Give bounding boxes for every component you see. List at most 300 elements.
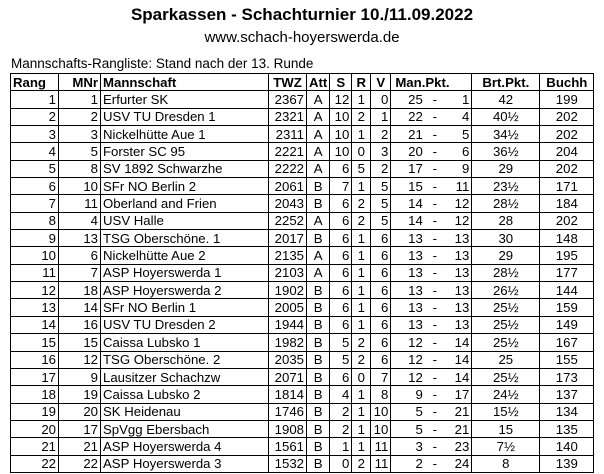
table-row	[11, 160, 594, 177]
cell-man-pkt-sep: -	[425, 212, 445, 229]
cell-att: B	[307, 299, 330, 316]
cell-mnr: 5	[59, 143, 101, 160]
cell-man-pkt-sep: -	[425, 438, 445, 455]
cell-s: 10	[330, 126, 352, 143]
cell-twz: 2252	[269, 212, 307, 229]
cell-att: B	[307, 316, 330, 333]
cell-r: 1	[352, 403, 371, 420]
cell-brt-pkt: 42	[472, 91, 540, 108]
cell-team: SpVgg Ebersbach	[101, 420, 269, 437]
cell-v: 10	[371, 403, 391, 420]
cell-v: 2	[371, 160, 391, 177]
col-header-rang: Rang	[11, 74, 59, 91]
cell-twz: 1944	[269, 316, 307, 333]
cell-rang: 19	[11, 403, 59, 420]
cell-man-pkt-plus: 13	[391, 230, 425, 247]
table-row	[11, 91, 594, 108]
cell-buchh: 171	[540, 178, 594, 195]
cell-brt-pkt: 15	[472, 420, 540, 437]
cell-twz: 2367	[269, 91, 307, 108]
cell-man-pkt-sep: -	[425, 195, 445, 212]
cell-att: B	[307, 195, 330, 212]
cell-r: 0	[352, 143, 371, 160]
cell-rang: 8	[11, 212, 59, 229]
cell-s: 0	[330, 455, 352, 472]
cell-twz: 2222	[269, 160, 307, 177]
cell-buchh: 134	[540, 403, 594, 420]
cell-v: 5	[371, 212, 391, 229]
cell-mnr: 10	[59, 178, 101, 195]
cell-s: 5	[330, 334, 352, 351]
cell-buchh: 177	[540, 264, 594, 281]
cell-man-pkt-minus: 5	[445, 126, 472, 143]
cell-man-pkt-plus: 13	[391, 247, 425, 264]
cell-r: 5	[352, 160, 371, 177]
cell-man-pkt-plus: 20	[391, 143, 425, 160]
cell-man-pkt-plus: 2	[391, 455, 425, 472]
cell-v: 10	[371, 420, 391, 437]
cell-mnr: 16	[59, 316, 101, 333]
table-row	[11, 178, 594, 195]
cell-man-pkt-sep: -	[425, 126, 445, 143]
cell-mnr: 14	[59, 299, 101, 316]
cell-man-pkt-sep: -	[425, 264, 445, 281]
cell-mnr: 3	[59, 126, 101, 143]
cell-s: 6	[330, 299, 352, 316]
cell-v: 6	[371, 230, 391, 247]
cell-team: ASP Hoyerswerda 2	[101, 282, 269, 299]
cell-brt-pkt: 8	[472, 455, 540, 472]
cell-s: 4	[330, 386, 352, 403]
cell-rang: 18	[11, 386, 59, 403]
cell-buchh: 140	[540, 438, 594, 455]
cell-man-pkt-sep: -	[425, 160, 445, 177]
cell-r: 1	[352, 316, 371, 333]
cell-r: 1	[352, 282, 371, 299]
cell-twz: 1561	[269, 438, 307, 455]
cell-twz: 1814	[269, 386, 307, 403]
cell-man-pkt-minus: 1	[445, 91, 472, 108]
cell-rang: 9	[11, 230, 59, 247]
cell-rang: 4	[11, 143, 59, 160]
cell-buchh: 139	[540, 455, 594, 472]
cell-rang: 6	[11, 178, 59, 195]
cell-twz: 1902	[269, 282, 307, 299]
cell-team: ASP Hoyerswerda 3	[101, 455, 269, 472]
cell-team: SV 1892 Schwarzhe	[101, 160, 269, 177]
cell-mnr: 9	[59, 368, 101, 385]
cell-twz: 2061	[269, 178, 307, 195]
cell-brt-pkt: 40½	[472, 108, 540, 125]
cell-buchh: 173	[540, 368, 594, 385]
cell-rang: 2	[11, 108, 59, 125]
cell-buchh: 202	[540, 160, 594, 177]
cell-man-pkt-plus: 21	[391, 126, 425, 143]
cell-man-pkt-plus: 22	[391, 108, 425, 125]
cell-man-pkt-minus: 6	[445, 143, 472, 160]
cell-mnr: 4	[59, 212, 101, 229]
cell-brt-pkt: 28½	[472, 195, 540, 212]
cell-s: 6	[330, 195, 352, 212]
col-header-s: S	[330, 74, 352, 91]
cell-v: 6	[371, 316, 391, 333]
cell-mnr: 13	[59, 230, 101, 247]
cell-brt-pkt: 26½	[472, 282, 540, 299]
cell-brt-pkt: 25½	[472, 334, 540, 351]
cell-mnr: 15	[59, 334, 101, 351]
cell-mnr: 17	[59, 420, 101, 437]
cell-team: TSG Oberschöne. 1	[101, 230, 269, 247]
cell-man-pkt-plus: 3	[391, 438, 425, 455]
cell-twz: 2005	[269, 299, 307, 316]
cell-man-pkt-plus: 5	[391, 420, 425, 437]
col-header-twz: TWZ	[269, 74, 307, 91]
cell-rang: 13	[11, 299, 59, 316]
cell-buchh: 204	[540, 143, 594, 160]
cell-s: 2	[330, 403, 352, 420]
cell-v: 7	[371, 368, 391, 385]
cell-brt-pkt: 25	[472, 351, 540, 368]
cell-mnr: 22	[59, 455, 101, 472]
cell-att: B	[307, 178, 330, 195]
cell-man-pkt-plus: 14	[391, 195, 425, 212]
cell-r: 0	[352, 368, 371, 385]
cell-man-pkt-minus: 21	[445, 420, 472, 437]
ranking-table	[10, 73, 594, 473]
cell-man-pkt-minus: 13	[445, 282, 472, 299]
cell-mnr: 11	[59, 195, 101, 212]
cell-att: B	[307, 230, 330, 247]
cell-mnr: 2	[59, 108, 101, 125]
cell-r: 1	[352, 386, 371, 403]
cell-rang: 14	[11, 316, 59, 333]
cell-rang: 17	[11, 368, 59, 385]
cell-man-pkt-plus: 17	[391, 160, 425, 177]
cell-twz: 1908	[269, 420, 307, 437]
cell-v: 5	[371, 195, 391, 212]
cell-att: B	[307, 282, 330, 299]
cell-v: 11	[371, 455, 391, 472]
cell-att: A	[307, 143, 330, 160]
table-subtitle: Mannschafts-Rangliste: Stand nach der 13. Runde	[11, 56, 314, 71]
cell-buchh: 199	[540, 91, 594, 108]
cell-brt-pkt: 29	[472, 247, 540, 264]
table-row	[11, 351, 594, 368]
table-row	[11, 264, 594, 281]
cell-r: 1	[352, 438, 371, 455]
cell-buchh: 144	[540, 282, 594, 299]
cell-man-pkt-plus: 13	[391, 282, 425, 299]
cell-v: 11	[371, 438, 391, 455]
cell-man-pkt-minus: 21	[445, 403, 472, 420]
cell-att: A	[307, 108, 330, 125]
cell-s: 10	[330, 143, 352, 160]
cell-brt-pkt: 25½	[472, 316, 540, 333]
cell-r: 1	[352, 230, 371, 247]
cell-twz: 2321	[269, 108, 307, 125]
cell-rang: 7	[11, 195, 59, 212]
cell-mnr: 18	[59, 282, 101, 299]
cell-s: 6	[330, 212, 352, 229]
cell-v: 6	[371, 264, 391, 281]
cell-r: 2	[352, 455, 371, 472]
cell-r: 1	[352, 178, 371, 195]
cell-s: 10	[330, 108, 352, 125]
cell-man-pkt-sep: -	[425, 282, 445, 299]
cell-r: 1	[352, 126, 371, 143]
cell-att: A	[307, 126, 330, 143]
col-header-man-pkt: Man.Pkt.	[391, 74, 472, 91]
cell-mnr: 8	[59, 160, 101, 177]
cell-team: SFr NO Berlin 2	[101, 178, 269, 195]
cell-brt-pkt: 30	[472, 230, 540, 247]
cell-rang: 3	[11, 126, 59, 143]
cell-s: 6	[330, 368, 352, 385]
cell-man-pkt-plus: 12	[391, 334, 425, 351]
cell-v: 6	[371, 351, 391, 368]
cell-rang: 20	[11, 420, 59, 437]
cell-rang: 22	[11, 455, 59, 472]
table-row	[11, 316, 594, 333]
cell-team: ASP Hoyerswerda 4	[101, 438, 269, 455]
cell-twz: 2035	[269, 351, 307, 368]
cell-buchh: 135	[540, 420, 594, 437]
cell-team: TSG Oberschöne. 2	[101, 351, 269, 368]
cell-team: USV TU Dresden 1	[101, 108, 269, 125]
cell-twz: 2221	[269, 143, 307, 160]
cell-rang: 16	[11, 351, 59, 368]
cell-att: B	[307, 420, 330, 437]
cell-s: 6	[330, 230, 352, 247]
table-row	[11, 108, 594, 125]
cell-mnr: 1	[59, 91, 101, 108]
cell-buchh: 148	[540, 230, 594, 247]
cell-att: A	[307, 160, 330, 177]
cell-twz: 2043	[269, 195, 307, 212]
cell-man-pkt-minus: 12	[445, 212, 472, 229]
table-row	[11, 282, 594, 299]
cell-buchh: 137	[540, 386, 594, 403]
cell-s: 6	[330, 282, 352, 299]
cell-twz: 1982	[269, 334, 307, 351]
cell-mnr: 20	[59, 403, 101, 420]
cell-att: B	[307, 438, 330, 455]
cell-v: 6	[371, 282, 391, 299]
cell-team: Caissa Lubsko 2	[101, 386, 269, 403]
col-header-v: V	[371, 74, 391, 91]
cell-man-pkt-sep: -	[425, 230, 445, 247]
cell-s: 5	[330, 351, 352, 368]
cell-s: 6	[330, 247, 352, 264]
cell-man-pkt-minus: 9	[445, 160, 472, 177]
cell-man-pkt-sep: -	[425, 299, 445, 316]
cell-rang: 5	[11, 160, 59, 177]
cell-twz: 2103	[269, 264, 307, 281]
col-header-r: R	[352, 74, 371, 91]
cell-rang: 12	[11, 282, 59, 299]
table-row	[11, 230, 594, 247]
col-header-brt-pkt: Brt.Pkt.	[472, 74, 540, 91]
cell-man-pkt-minus: 14	[445, 334, 472, 351]
col-header-mnr: MNr	[59, 74, 101, 91]
cell-team: ASP Hoyerswerda 1	[101, 264, 269, 281]
table-row	[11, 247, 594, 264]
cell-man-pkt-minus: 13	[445, 316, 472, 333]
cell-man-pkt-sep: -	[425, 420, 445, 437]
cell-man-pkt-minus: 12	[445, 195, 472, 212]
cell-s: 12	[330, 91, 352, 108]
col-header-att: Att	[307, 74, 330, 91]
cell-man-pkt-sep: -	[425, 386, 445, 403]
cell-man-pkt-sep: -	[425, 334, 445, 351]
cell-man-pkt-minus: 13	[445, 230, 472, 247]
cell-man-pkt-minus: 13	[445, 299, 472, 316]
cell-buchh: 149	[540, 316, 594, 333]
cell-brt-pkt: 36½	[472, 143, 540, 160]
cell-man-pkt-plus: 13	[391, 316, 425, 333]
cell-att: B	[307, 386, 330, 403]
cell-s: 1	[330, 438, 352, 455]
cell-att: A	[307, 247, 330, 264]
cell-att: A	[307, 212, 330, 229]
cell-man-pkt-plus: 12	[391, 368, 425, 385]
cell-man-pkt-plus: 9	[391, 386, 425, 403]
cell-att: B	[307, 368, 330, 385]
cell-s: 6	[330, 160, 352, 177]
cell-team: SK Heidenau	[101, 403, 269, 420]
cell-s: 7	[330, 178, 352, 195]
website-url: www.schach-hoyerswerda.de	[204, 29, 400, 46]
table-row	[11, 438, 594, 455]
cell-r: 2	[352, 351, 371, 368]
cell-man-pkt-minus: 13	[445, 247, 472, 264]
cell-team: Forster SC 95	[101, 143, 269, 160]
cell-buchh: 159	[540, 299, 594, 316]
cell-man-pkt-minus: 14	[445, 351, 472, 368]
table-row	[11, 212, 594, 229]
cell-v: 5	[371, 178, 391, 195]
cell-v: 1	[371, 108, 391, 125]
table-row	[11, 195, 594, 212]
cell-team: Caissa Lubsko 1	[101, 334, 269, 351]
cell-team: USV TU Dresden 2	[101, 316, 269, 333]
table-row	[11, 403, 594, 420]
cell-man-pkt-sep: -	[425, 247, 445, 264]
col-header-buchh: Buchh	[540, 74, 594, 91]
cell-brt-pkt: 25½	[472, 368, 540, 385]
cell-r: 1	[352, 247, 371, 264]
table-row	[11, 420, 594, 437]
cell-twz: 2017	[269, 230, 307, 247]
cell-man-pkt-plus: 25	[391, 91, 425, 108]
cell-team: SFr NO Berlin 1	[101, 299, 269, 316]
cell-brt-pkt: 28½	[472, 264, 540, 281]
cell-r: 1	[352, 420, 371, 437]
cell-team: Oberland and Frien	[101, 195, 269, 212]
cell-man-pkt-minus: 23	[445, 438, 472, 455]
cell-rang: 15	[11, 334, 59, 351]
cell-man-pkt-sep: -	[425, 403, 445, 420]
cell-man-pkt-sep: -	[425, 351, 445, 368]
cell-r: 2	[352, 212, 371, 229]
cell-mnr: 6	[59, 247, 101, 264]
table-row	[11, 455, 594, 472]
cell-buchh: 202	[540, 108, 594, 125]
cell-att: B	[307, 334, 330, 351]
cell-man-pkt-plus: 13	[391, 299, 425, 316]
cell-team: Nickelhütte Aue 1	[101, 126, 269, 143]
cell-brt-pkt: 24½	[472, 386, 540, 403]
cell-v: 2	[371, 126, 391, 143]
cell-mnr: 19	[59, 386, 101, 403]
cell-buchh: 202	[540, 126, 594, 143]
cell-buchh: 155	[540, 351, 594, 368]
cell-man-pkt-minus: 24	[445, 455, 472, 472]
cell-v: 6	[371, 334, 391, 351]
cell-brt-pkt: 34½	[472, 126, 540, 143]
cell-buchh: 202	[540, 212, 594, 229]
page-title: Sparkassen - Schachturnier 10./11.09.2022	[130, 5, 474, 24]
cell-man-pkt-plus: 5	[391, 403, 425, 420]
cell-r: 2	[352, 108, 371, 125]
table-row	[11, 386, 594, 403]
cell-s: 6	[330, 264, 352, 281]
cell-att: B	[307, 351, 330, 368]
cell-man-pkt-sep: -	[425, 368, 445, 385]
cell-buchh: 184	[540, 195, 594, 212]
cell-man-pkt-sep: -	[425, 316, 445, 333]
cell-brt-pkt: 25½	[472, 299, 540, 316]
cell-team: Nickelhütte Aue 2	[101, 247, 269, 264]
cell-s: 6	[330, 316, 352, 333]
cell-man-pkt-plus: 15	[391, 178, 425, 195]
cell-twz: 1532	[269, 455, 307, 472]
cell-man-pkt-plus: 13	[391, 264, 425, 281]
cell-v: 0	[371, 91, 391, 108]
cell-mnr: 21	[59, 438, 101, 455]
cell-v: 6	[371, 299, 391, 316]
cell-brt-pkt: 28	[472, 212, 540, 229]
cell-rang: 1	[11, 91, 59, 108]
cell-mnr: 12	[59, 351, 101, 368]
cell-r: 2	[352, 195, 371, 212]
table-row	[11, 334, 594, 351]
cell-man-pkt-sep: -	[425, 91, 445, 108]
table-row	[11, 368, 594, 385]
cell-r: 2	[352, 334, 371, 351]
cell-v: 6	[371, 247, 391, 264]
cell-v: 8	[371, 386, 391, 403]
cell-brt-pkt: 23½	[472, 178, 540, 195]
table-header-row	[11, 74, 594, 91]
cell-man-pkt-minus: 17	[445, 386, 472, 403]
cell-buchh: 195	[540, 247, 594, 264]
cell-team: USV Halle	[101, 212, 269, 229]
cell-att: B	[307, 403, 330, 420]
cell-rang: 10	[11, 247, 59, 264]
cell-att: B	[307, 455, 330, 472]
cell-rang: 21	[11, 438, 59, 455]
cell-att: A	[307, 264, 330, 281]
cell-mnr: 7	[59, 264, 101, 281]
cell-man-pkt-minus: 13	[445, 264, 472, 281]
col-header-mannschaft: Mannschaft	[101, 74, 269, 91]
cell-man-pkt-plus: 14	[391, 212, 425, 229]
cell-twz: 1746	[269, 403, 307, 420]
cell-man-pkt-plus: 12	[391, 351, 425, 368]
cell-r: 1	[352, 264, 371, 281]
cell-twz: 2071	[269, 368, 307, 385]
